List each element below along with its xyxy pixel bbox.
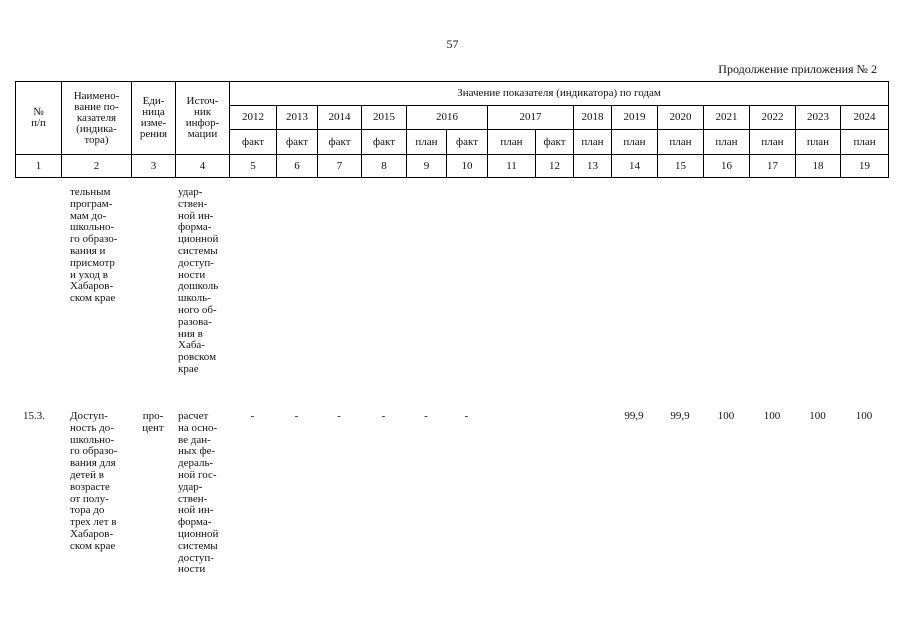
header-type: план xyxy=(796,130,841,155)
column-number: 10 xyxy=(447,155,488,178)
unit: про- цент xyxy=(142,410,164,434)
value-cell xyxy=(840,187,888,411)
column-number: 4 xyxy=(176,155,230,178)
column-number: 18 xyxy=(796,155,841,178)
header-number: № п/п xyxy=(16,82,62,155)
column-number: 1 xyxy=(16,155,62,178)
row-number: 15.3. xyxy=(23,410,45,422)
header-type: план xyxy=(407,130,447,155)
header-year: 2022 xyxy=(750,106,796,130)
page-number: 57 xyxy=(446,37,459,51)
column-number: 19 xyxy=(841,155,889,178)
header-year: 2016 xyxy=(407,106,488,130)
column-number: 13 xyxy=(574,155,612,178)
value-cell xyxy=(657,187,703,411)
value-cell xyxy=(573,187,611,411)
header-type: план xyxy=(750,130,796,155)
value-cell: - xyxy=(424,410,428,422)
table-row xyxy=(15,411,888,576)
column-number: 14 xyxy=(612,155,658,178)
value-cell: 100 xyxy=(763,410,781,422)
column-number: 11 xyxy=(488,155,536,178)
header-type: план xyxy=(704,130,750,155)
source: удар- ствен- ной ин- форма- ционной системы доступ- ности дошколь школь- ного об- разова- ния в Хаба- ровском крае xyxy=(178,186,219,375)
value-cell xyxy=(487,411,535,576)
value-cell: - xyxy=(337,410,341,422)
value-cell xyxy=(361,187,406,411)
value-cell xyxy=(487,187,535,411)
header-type: факт xyxy=(362,130,407,155)
header-indicator-name: Наимено- вание по- казателя (индика- тора) xyxy=(62,82,132,155)
source: расчет на осно- ве дан- ных фе- дераль- ной гос- удар- ствен- ной ин- форма- ционной системы доступ- ности xyxy=(178,410,219,576)
value-cell: - xyxy=(250,410,255,422)
column-number: 17 xyxy=(750,155,796,178)
value-cell xyxy=(749,187,795,411)
header-year: 2017 xyxy=(488,106,574,130)
value-cell: 100 xyxy=(809,410,826,422)
column-number: 16 xyxy=(704,155,750,178)
column-number: 3 xyxy=(132,155,176,178)
column-number: 7 xyxy=(318,155,362,178)
column-number: 6 xyxy=(277,155,318,178)
row-number xyxy=(15,187,61,411)
header-type: факт xyxy=(536,130,574,155)
header-year: 2013 xyxy=(277,106,318,130)
continuation-label: Продолжение приложения № 2 xyxy=(718,62,877,76)
header-year: 2020 xyxy=(658,106,704,130)
header-source: Источ- ник инфор- мации xyxy=(176,82,230,155)
value-cell xyxy=(406,187,446,411)
column-number: 12 xyxy=(536,155,574,178)
header-year: 2014 xyxy=(318,106,362,130)
column-number: 5 xyxy=(230,155,277,178)
value-cell: 99,9 xyxy=(670,410,690,422)
header-year: 2023 xyxy=(796,106,841,130)
header-year: 2015 xyxy=(362,106,407,130)
header-type: факт xyxy=(230,130,277,155)
header-type: план xyxy=(841,130,889,155)
header-year: 2021 xyxy=(704,106,750,130)
header-type: факт xyxy=(277,130,318,155)
header-values-by-year: Значение показателя (индикатора) по годам xyxy=(230,82,889,106)
indicator-table-header xyxy=(15,81,889,178)
value-cell xyxy=(276,187,317,411)
header-type: план xyxy=(574,130,612,155)
value-cell: - xyxy=(464,410,469,422)
column-number: 9 xyxy=(407,155,447,178)
header-type: факт xyxy=(447,130,488,155)
value-cell xyxy=(446,187,487,411)
header-unit: Еди- ница изме- рения xyxy=(132,82,176,155)
column-number: 2 xyxy=(62,155,132,178)
column-number: 15 xyxy=(658,155,704,178)
indicator-name: Доступ- ность до- школьно- го образо- вания для детей в возрасте от полу- тора до трех лет в Хабаров- ском крае xyxy=(70,410,118,552)
header-year: 2018 xyxy=(574,106,612,130)
column-number-row xyxy=(16,155,889,178)
value-cell xyxy=(795,187,840,411)
value-cell: 100 xyxy=(717,410,735,422)
value-cell: - xyxy=(381,410,386,422)
header-type: факт xyxy=(318,130,362,155)
value-cell xyxy=(611,187,657,411)
column-number: 8 xyxy=(362,155,407,178)
header-type: план xyxy=(488,130,536,155)
table-row xyxy=(15,187,888,411)
header-type: план xyxy=(612,130,658,155)
value-cell xyxy=(317,187,361,411)
value-cell xyxy=(703,187,749,411)
value-cell xyxy=(535,187,573,411)
value-cell: 99,9 xyxy=(624,410,644,422)
header-type: план xyxy=(658,130,704,155)
value-cell: - xyxy=(294,410,299,422)
value-cell xyxy=(229,187,276,411)
header-year: 2024 xyxy=(841,106,889,130)
value-cell: 100 xyxy=(855,410,873,422)
value-cell xyxy=(535,411,573,576)
indicator-table-body xyxy=(15,187,888,576)
indicator-name: тельным програм- мам до- школьно- го образо- вания и присмотр и уход в Хабаров- ском крае xyxy=(70,186,118,305)
value-cell xyxy=(573,411,611,576)
header-year: 2019 xyxy=(612,106,658,130)
header-year: 2012 xyxy=(230,106,277,130)
unit xyxy=(131,187,175,411)
